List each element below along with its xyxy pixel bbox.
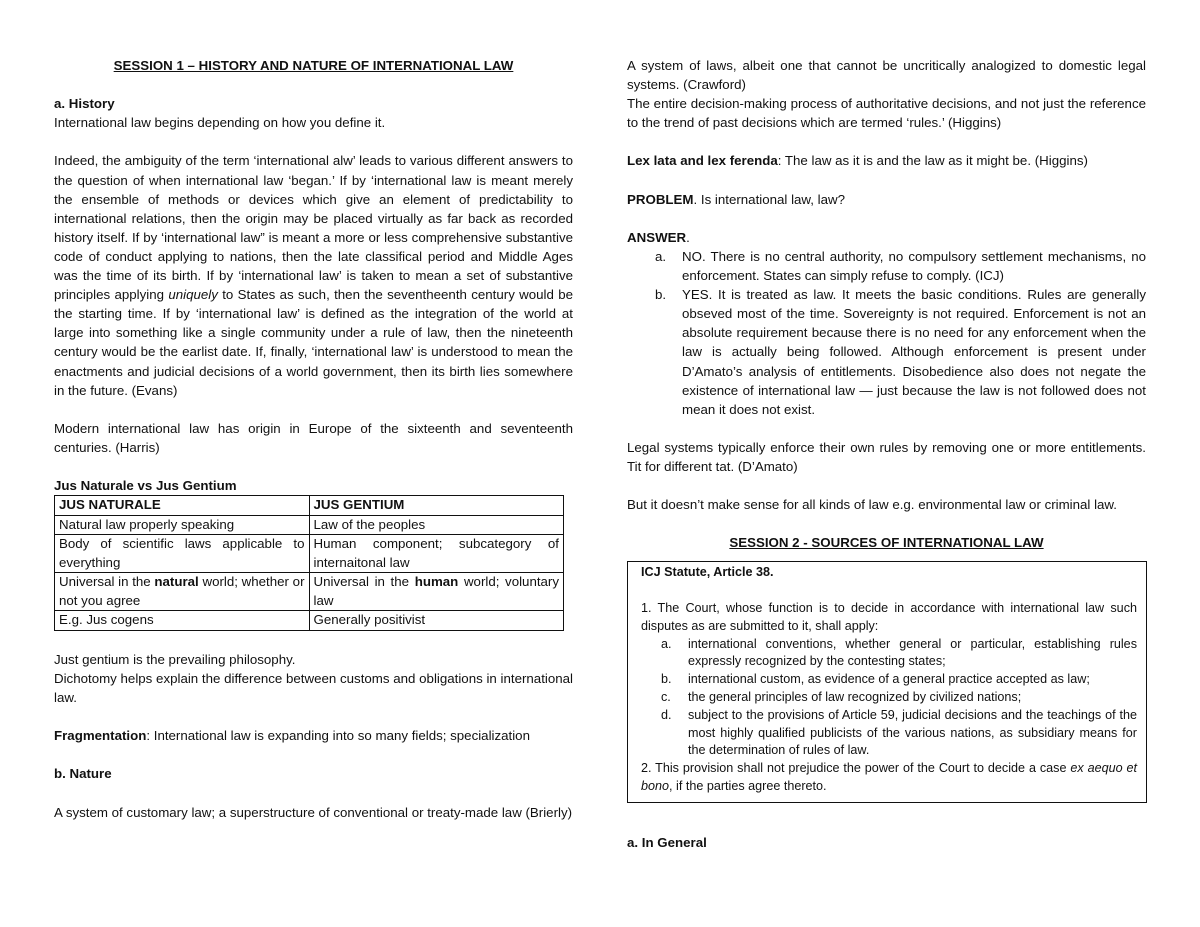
session-2-title: SESSION 2 - SOURCES OF INTERNATIONAL LAW <box>729 535 1044 551</box>
lex-label: Lex lata and lex ferenda <box>627 153 778 169</box>
list-item <box>655 285 1146 419</box>
evans-paragraph <box>54 151 573 399</box>
table-cell: Natural law properly speaking <box>55 515 310 535</box>
list-item <box>661 707 1137 760</box>
table-row <box>55 496 564 516</box>
in-general-heading: a. In General <box>627 834 707 850</box>
answer-list <box>627 247 1146 419</box>
problem-label: PROBLEM <box>627 191 694 207</box>
table-row <box>55 535 564 573</box>
table-cell <box>55 573 310 611</box>
statute-p2-italic: ex aequo et bono <box>641 761 1137 793</box>
table-header-jus-naturale: JUS NATURALE <box>55 496 310 516</box>
evans-text-1: Indeed, the ambiguity of the term ‘international alw’ leads to various different answers to the question of when international law ‘began.’ If by ‘international law is meant merely the ensemble of methods or devices which give an element of predictability to international relations, then the origin may be placed virtually as far back as recorded history itself. If by ‘international law” is meant a more or less comprehensive substantive code of conduct applying to nations, then the late classifical period and Middle Ages was the time of its birth. If by ‘international law’ is taken to mean a set of substantive principles applying <box>54 153 573 303</box>
list-item-text: international conventions, whether general or particular, establishing rules expressly recognized by the contesting states; <box>688 636 1137 669</box>
jus-table <box>54 495 564 631</box>
session-1-title: SESSION 1 – HISTORY AND NATURE OF INTERNATIONAL LAW <box>113 58 514 73</box>
cell-text-bold: natural <box>154 574 199 590</box>
problem-paragraph <box>627 190 1146 209</box>
but-paragraph: But it doesn’t make sense for all kinds of law e.g. environmental law or criminal law. <box>627 497 1117 513</box>
list-item <box>655 247 1146 285</box>
list-marker: d. <box>661 707 672 722</box>
statute-list <box>641 636 1137 761</box>
statute-heading: ICJ Statute, Article 38. <box>641 565 774 580</box>
cell-text: Universal in the <box>313 574 415 590</box>
problem-text: . Is international law, law? <box>693 191 846 207</box>
statute-paragraph-2 <box>641 760 1137 796</box>
right-column <box>627 56 1146 852</box>
answer-dot: . <box>686 229 690 245</box>
cell-text: world; voluntary law <box>313 574 560 608</box>
left-column <box>54 56 573 822</box>
table-cell <box>309 573 564 611</box>
evans-text-2: to States as such, then the seventheenth century would be the starting time. If by ‘international law’ is defined as the integration of the world at large into something like a single community under a rule of law, then the nineteenth century would be the earlist date. If, finally, ‘international law’ is understood to mean the enactments and judicial decisions of a world government, then its birth lies somewhere in the future. (Evans) <box>54 287 574 398</box>
prevailing-line: Just gentium is the prevailing philosophy. <box>54 651 296 667</box>
history-heading: a. History <box>54 96 115 112</box>
legal-systems-paragraph: Legal systems typically enforce their own rules by removing one or more entitlements. Tit for different tat. (D’Amato) <box>627 439 1146 474</box>
fragmentation-label: Fragmentation <box>54 728 147 744</box>
fragmentation-text: : International law is expanding into so many fields; specialization <box>146 728 530 744</box>
fragmentation-paragraph <box>54 726 573 745</box>
list-item-text: international custom, as evidence of a general practice accepted as law; <box>688 672 1090 687</box>
list-item <box>661 636 1137 672</box>
list-marker: c. <box>661 690 671 705</box>
evans-text-uniquely: uniquely <box>168 287 218 303</box>
list-marker: b. <box>661 672 672 687</box>
crawford-paragraph: A system of laws, albeit one that cannot be uncritically analogized to domestic legal systems. (Crawford) <box>627 58 1146 93</box>
lex-text: : The law as it is and the law as it might be. (Higgins) <box>777 153 1088 169</box>
table-cell: Law of the peoples <box>309 515 564 535</box>
table-row <box>55 515 564 535</box>
answer-label: ANSWER <box>627 229 687 245</box>
list-marker: b. <box>655 287 667 303</box>
list-marker: a. <box>655 248 667 264</box>
icj-statute-box <box>627 561 1147 802</box>
cell-text: Universal in the <box>59 574 155 590</box>
table-row <box>55 573 564 611</box>
history-intro: International law begins depending on how you define it. <box>54 115 386 131</box>
answer-heading <box>627 228 1146 247</box>
list-marker: a. <box>661 636 672 651</box>
list-item-text: the general principles of law recognized by civilized nations; <box>688 690 1022 705</box>
table-row <box>55 611 564 631</box>
list-item-text: subject to the provisions of Article 59, judicial decisions and the teachings of the most highly qualified publicists of the various nations, as subsidiary means for the determination of rules of law. <box>688 707 1137 758</box>
nature-heading: b. Nature <box>54 766 112 782</box>
table-header-jus-gentium: JUS GENTIUM <box>309 496 564 516</box>
statute-paragraph-1: 1. The Court, whose function is to decide in accordance with international law such disputes as are submitted to it, shall apply: <box>641 601 1137 633</box>
table-cell: Body of scientific laws applicable to everything <box>55 535 310 573</box>
cell-text-bold: human <box>414 574 459 590</box>
harris-paragraph: Modern international law has origin in Europe of the sixteenth and seventeenth centuries. (Harris) <box>54 420 573 455</box>
higgins-paragraph: The entire decision-making process of authoritative decisions, and not just the reference to the trend of past decisions which are termed ‘rules.’ (Higgins) <box>627 96 1146 131</box>
table-cell: Generally positivist <box>309 611 564 631</box>
dichotomy-paragraph: Dichotomy helps explain the difference between customs and obligations in international law. <box>54 670 573 705</box>
list-item-text: NO. There is no central authority, no compulsory settlement mechanisms, no enforcement. States can simply refuse to comply. (ICJ) <box>682 248 1146 284</box>
list-item <box>661 671 1137 689</box>
table-cell: E.g. Jus cogens <box>55 611 310 631</box>
cell-text: world; whether or not you agree <box>59 574 305 608</box>
statute-p2-text-1: 2. This provision shall not prejudice the power of the Court to decide a case <box>641 761 1071 776</box>
statute-p2-text-2: , if the parties agree thereto. <box>669 779 827 793</box>
list-item <box>661 689 1137 707</box>
lex-paragraph <box>627 151 1146 170</box>
table-cell: Human component; subcategory of internaitonal law <box>309 535 564 573</box>
list-item-text: YES. It is treated as law. It meets the basic conditions. Rules are generally obseved most of the time. Sovereignty is not required. Enforcement is not an absolute requirement because there is no need for any enforcement when the law is actually being followed. Although enforcement is present under D’Amato’s analysis of entitlements. Disobedience also does not negate the existence of international law — just because the law is not followed does not mean it does not exist. <box>682 287 1146 417</box>
jus-heading: Jus Naturale vs Jus Gentium <box>54 478 237 494</box>
brierly-paragraph: A system of customary law; a superstructure of conventional or treaty-made law (Brierly) <box>54 804 573 820</box>
